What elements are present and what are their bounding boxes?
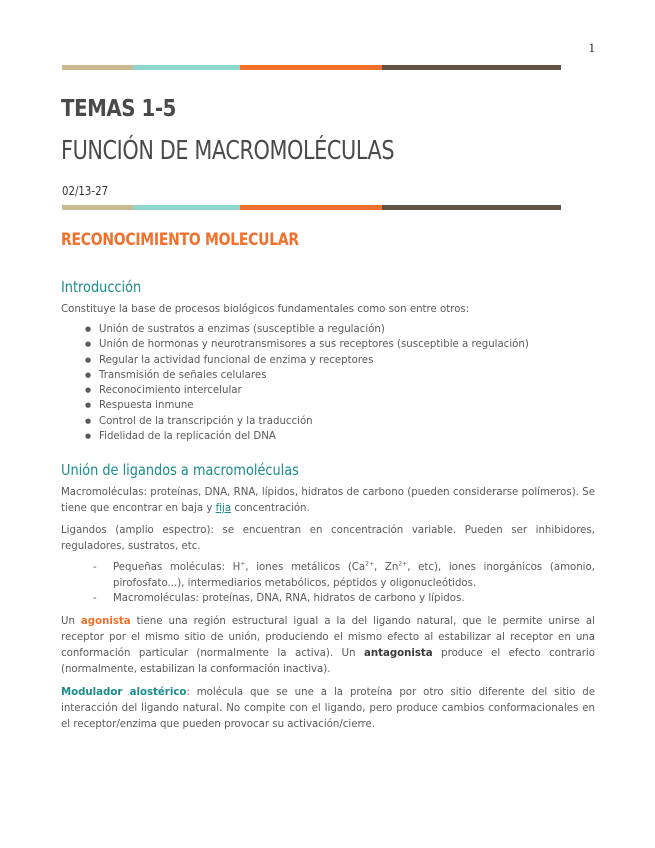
list-item: ● Unión de sustratos a enzimas (susceptible a regulación) xyxy=(85,322,595,337)
content-body xyxy=(61,278,595,733)
list-item: ● Regular la actividad funcional de enzima y receptores xyxy=(85,353,595,368)
intro-text: Constituye la base de procesos biológicos fundamentales como son entre otros: xyxy=(61,304,470,315)
intro-list xyxy=(61,322,595,444)
rule-segment-teal xyxy=(133,205,240,210)
rule-segment-teal xyxy=(133,65,240,70)
rule-segment-tan xyxy=(62,65,133,70)
allosteric-term: Modulador alostérico xyxy=(61,686,187,698)
list-item: - Pequeñas moléculas: H+, iones metálicos ($Ca^{2+}$, $Zn^{2+}$, etc), iones inorgánicos (amonio, pirofosfato...), intermediarios metabólicos, péptidos y oligonucleótidos. xyxy=(93,560,595,591)
rule-segment-brown xyxy=(382,65,561,70)
antagonist-term: antagonista xyxy=(363,647,433,659)
agonist-term: agonista xyxy=(80,615,131,627)
macromolecules-paragraph: Macromoléculas: proteínas, DNA, RNA, lípidos, hidratos de carbono (pueden considerarse polímeros). Se tiene que encontrar en baja y fija concentración. xyxy=(61,487,595,515)
list-item: ● Reconocimiento intercelular xyxy=(85,383,595,398)
allosteric-paragraph: Modulador alostérico: molécula que se une a la proteína por otro sitio diferente del sitio de interacción del ligando natural. No compite con el ligando, pero produce cambios conformacionales en el receptor/enzima que pueden provocar su activación/cierre. xyxy=(61,686,595,730)
rule-segment-orange xyxy=(240,205,382,210)
list-item: ● Unión de hormonas y neurotransmisores a sus receptores (susceptible a regulación) xyxy=(85,337,595,352)
decorative-rule-bottom xyxy=(62,205,561,210)
decorative-rule-top xyxy=(62,65,561,70)
list-item: ● Fidelidad de la replicación del DNA xyxy=(85,429,595,444)
union-heading: Unión de ligandos a macromoléculas xyxy=(61,461,299,480)
intro-heading: Introducción xyxy=(61,278,142,296)
section-title: RECONOCIMIENTO MOLECULAR xyxy=(61,230,299,250)
list-item: ● Control de la transcripción y la traducción xyxy=(85,414,595,429)
rule-segment-tan xyxy=(62,205,133,210)
rule-segment-brown xyxy=(382,205,561,210)
document-title: TEMAS 1-5 xyxy=(61,96,176,122)
document-subtitle: FUNCIÓN DE MACROMOLÉCULAS xyxy=(61,136,395,166)
rule-segment-orange xyxy=(240,65,382,70)
fija-link[interactable]: fija xyxy=(215,503,232,515)
page-number: 1 xyxy=(588,40,595,55)
list-item: ● Respuesta inmune xyxy=(85,398,595,413)
ligands-paragraph: Ligandos (amplio espectro): se encuentran en concentración variable. Pueden ser inhibidores, reguladores, sustratos, etc. xyxy=(61,525,595,553)
ligand-types-list xyxy=(61,560,595,607)
list-item: ● Transmisión de señales celulares xyxy=(85,368,595,383)
agonist-paragraph: Un agonista tiene una región estructural igual a la del ligando natural, que le permite unirse al receptor por el mismo sitio de unión, produciendo el mismo efecto al estabilizar al receptor en una conformación particular (normalmente la activa). Un antagonista produce el efecto contrario (normalmente, estabilizan la conformación inactiva). xyxy=(61,615,595,675)
list-item: - Macromoléculas: proteínas, DNA, RNA, hidratos de carbono y lípidos. xyxy=(93,591,595,607)
document-date: 02/13-27 xyxy=(62,184,109,198)
